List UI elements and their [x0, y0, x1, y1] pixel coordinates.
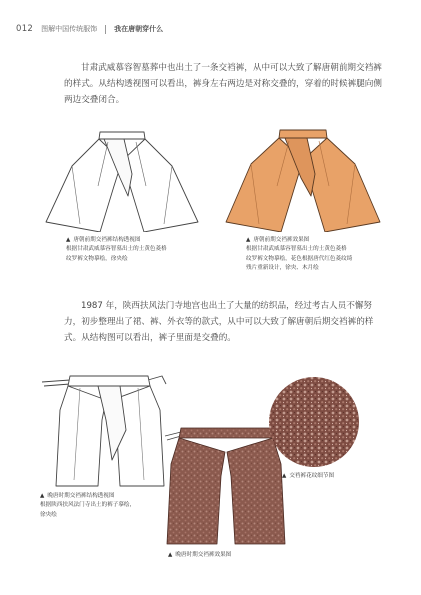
- early-tang-pants-line-drawing: [42, 126, 202, 232]
- triangle-marker-icon: ▲: [282, 473, 287, 479]
- book-title: 图解中国传统服饰: [41, 25, 98, 33]
- triangle-marker-icon: ▲: [66, 237, 71, 243]
- page-number: 012: [16, 24, 34, 34]
- body-paragraph-1: 甘肃武威慕容智墓葬中也出土了一条交裆裤，从中可以大致了解唐朝前期交裆裤的样式。从结构透视图可以看出，裤身左右两边是对称交叠的，穿着的时候裤腿向侧两边交叠闭合。: [64, 63, 382, 105]
- section-title: 我在唐朝穿什么: [114, 24, 164, 33]
- header-divider: [105, 25, 106, 34]
- triangle-marker-icon: ▲: [168, 552, 173, 558]
- body-paragraph-2: 1987 年，陕西扶风法门寺地宫也出土了大量的纺织品，经过考古人员不懈努力，初步整理出了裙、裤、外衣等的款式，从中可以大致了解唐朝后期交裆裤的样式。从结构图可以看出，裤子里面是交叠的。: [64, 301, 374, 343]
- late-tang-pants-line-drawing: [40, 370, 168, 488]
- caption-fabric-detail: ▲ 交裆裤花纹细节图: [282, 473, 335, 479]
- caption-late-tang-structure: ▲ 晚唐时期交裆裤结构透视图 根据陕西扶风法门寺出土的裤子摹绘， 徐央绘: [40, 493, 136, 518]
- caption-late-tang-effect: ▲ 晚唐时期交裆裤效果图: [168, 552, 232, 558]
- triangle-marker-icon: ▲: [40, 493, 45, 499]
- triangle-marker-icon: ▲: [246, 237, 251, 243]
- caption-early-tang-structure: ▲ 唐朝前期交裆裤结构透视图 根据甘肃武威慕容智墓出土的土黄色菱格 纹罗裤文物摹绘，徐央绘: [66, 237, 167, 262]
- caption-early-tang-effect: ▲ 唐朝前期交裆裤效果图 根据甘肃武威慕容智墓出土的土黄色菱格 纹罗裤文物摹绘，花色根据唐代红色菱纹绮 残片重新设计，徐央、木月绘: [246, 237, 353, 272]
- page-header: [16, 22, 406, 36]
- early-tang-pants-color-illustration: [223, 124, 383, 232]
- fabric-pattern-detail: [268, 376, 360, 468]
